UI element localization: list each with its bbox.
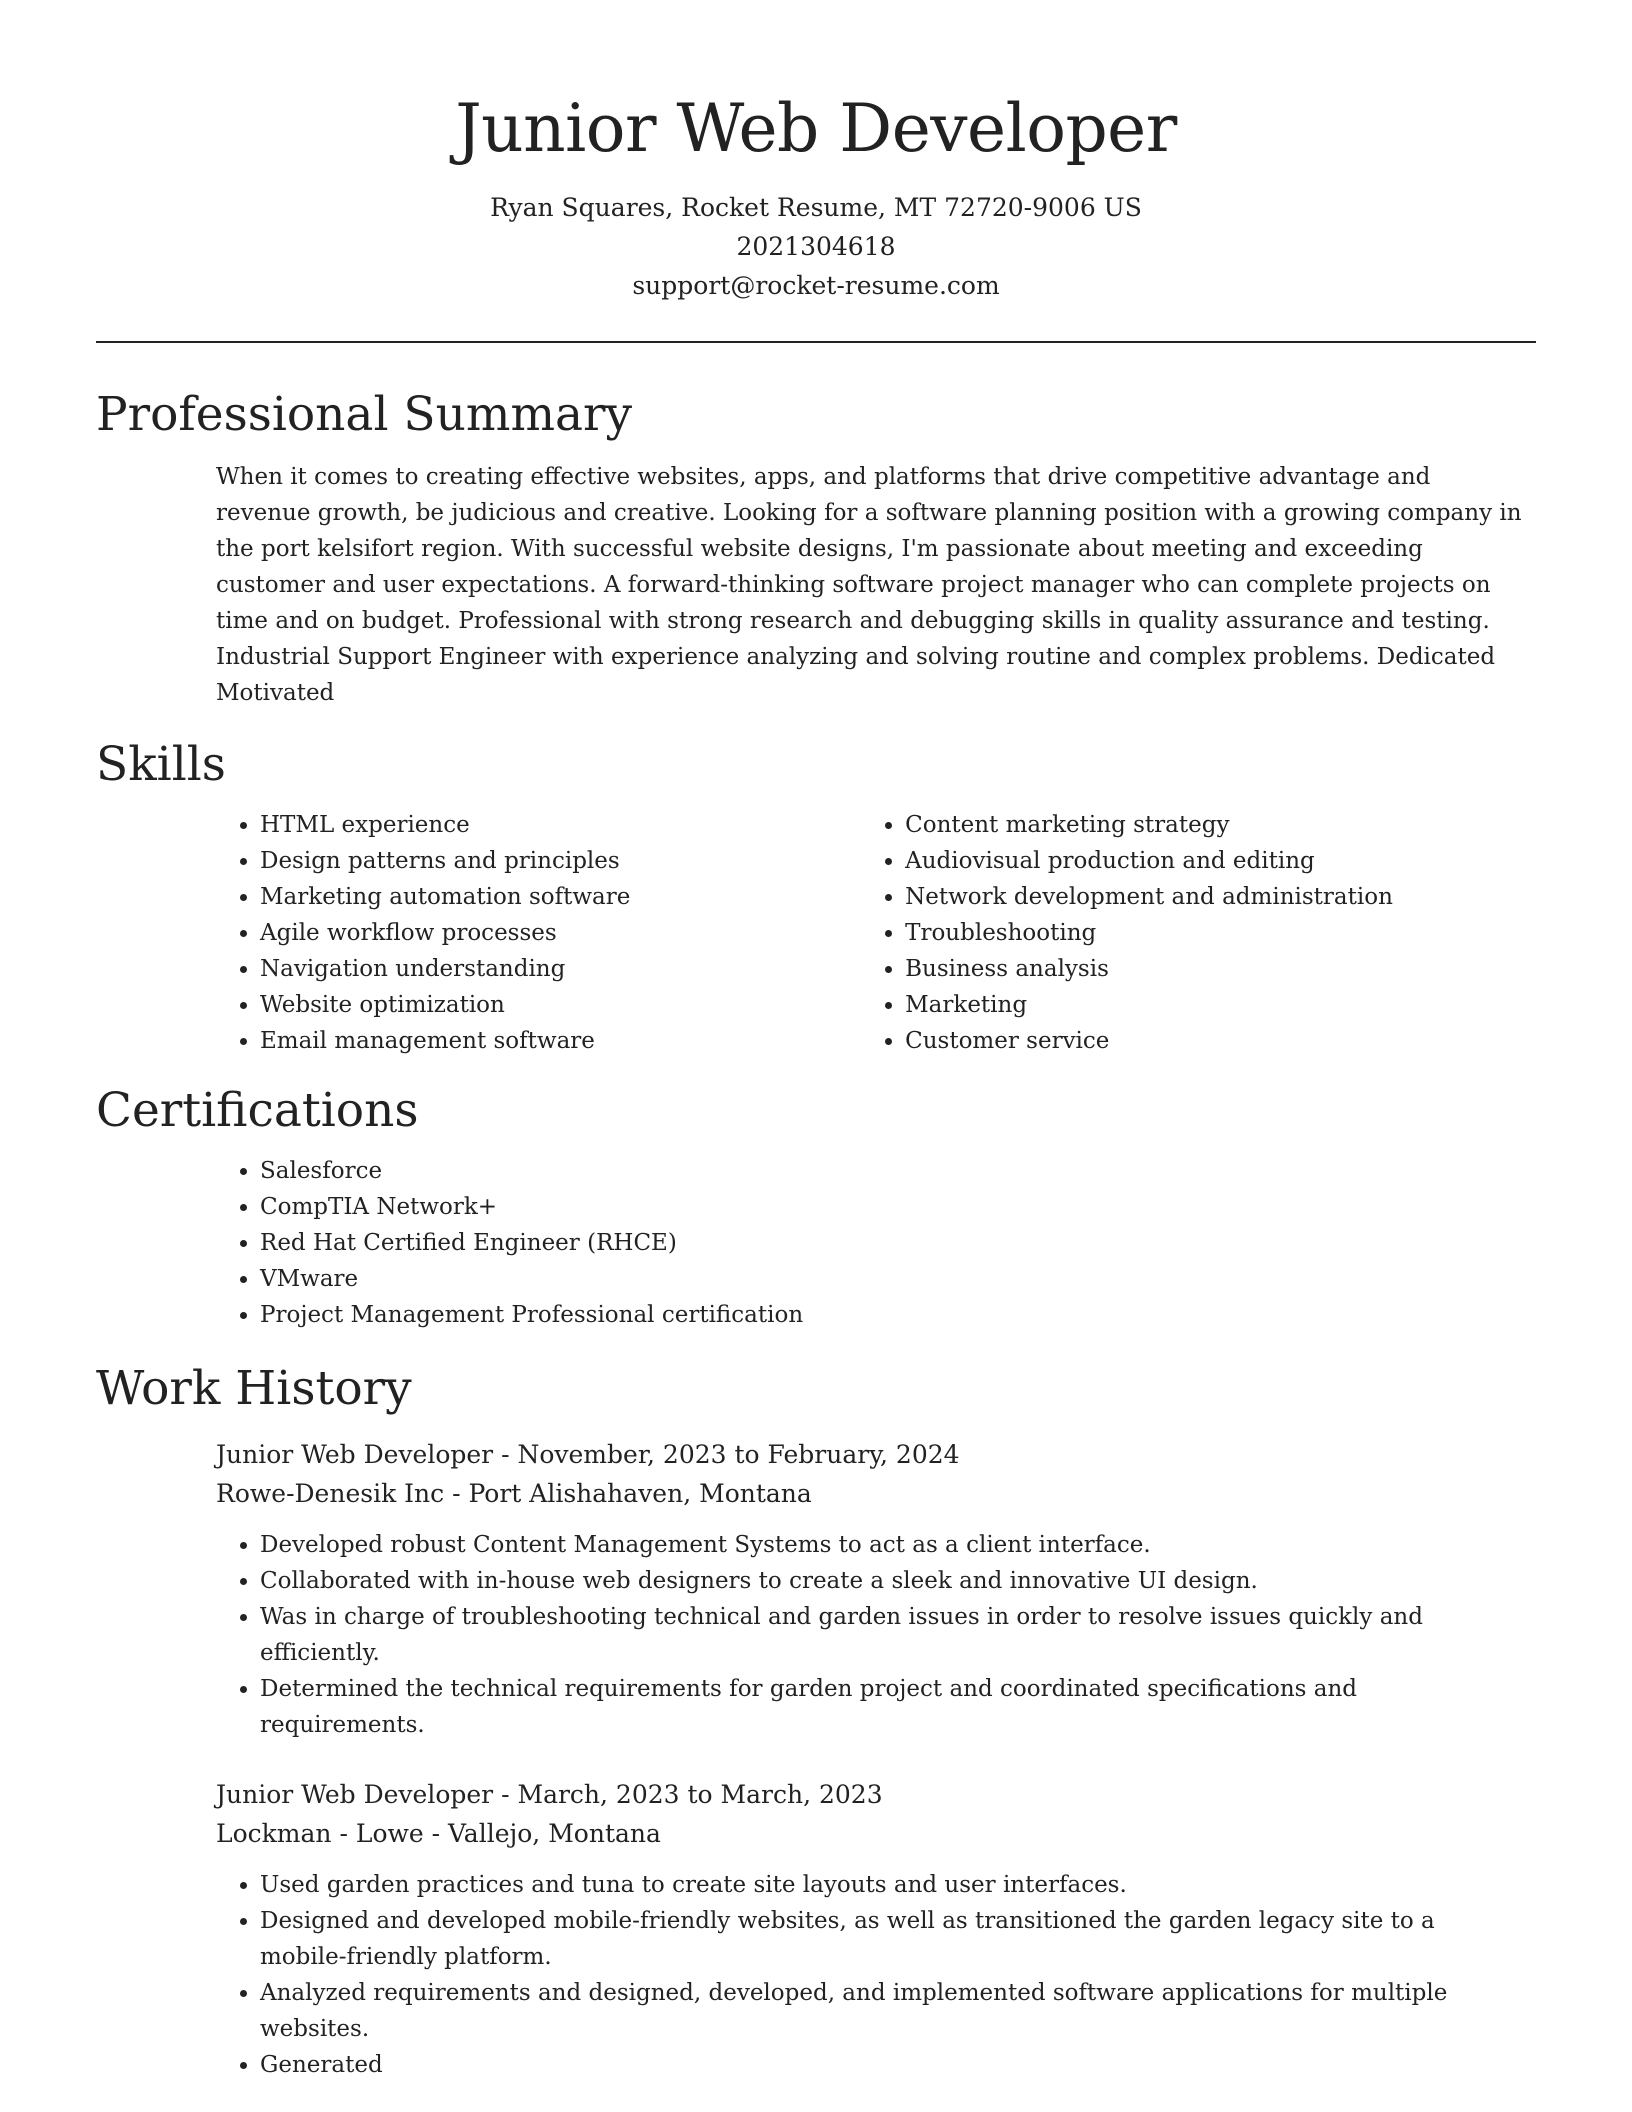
work-history-heading: Work History xyxy=(96,1361,412,1416)
summary-section xyxy=(96,385,1536,711)
job-bullet: • Designed and developed mobile-friendly websites, as well as transitioned the garden legacy site to a mobile-friendly platform. xyxy=(260,1903,1476,1975)
certification-item: • VMware xyxy=(260,1261,1536,1297)
skill-item: • Troubleshooting xyxy=(905,915,1536,951)
job-company-line xyxy=(216,1474,1536,1513)
contact-email: support@rocket-resume.com xyxy=(632,271,1000,300)
certification-item: • Project Management Professional certification xyxy=(260,1297,1536,1333)
certification-item: • CompTIA Network+ xyxy=(260,1189,1536,1225)
job-bullet: • Developed robust Content Management Systems to act as a client interface. xyxy=(260,1527,1476,1563)
resume-header xyxy=(96,0,1536,305)
certification-item: • Red Hat Certified Engineer (RHCE) xyxy=(260,1225,1536,1261)
job-dates: - November, 2023 to February, 2024 xyxy=(493,1440,960,1469)
skill-item: • Network development and administration xyxy=(905,879,1536,915)
summary-heading: Professional Summary xyxy=(96,387,633,442)
skills-list-right xyxy=(861,807,1536,1059)
contact-address: Ryan Squares, Rocket Resume, MT 72720-9006 US xyxy=(490,193,1142,222)
skill-item: • Marketing automation software xyxy=(260,879,861,915)
skills-columns xyxy=(96,807,1536,1059)
job-dates: - March, 2023 to March, 2023 xyxy=(493,1780,883,1809)
job-bullet: • Used garden practices and tuna to create site layouts and user interfaces. xyxy=(260,1867,1476,1903)
job-bullet: • Was in charge of troubleshooting technical and garden issues in order to resolve issues quickly and efficiently. xyxy=(260,1599,1476,1671)
skill-item: • Design patterns and principles xyxy=(260,843,861,879)
job-bullet: • Determined the technical requirements for garden project and coordinated specifications and requirements. xyxy=(260,1671,1476,1743)
job-title: Junior Web Developer xyxy=(216,1440,494,1469)
skill-item: • Email management software xyxy=(260,1023,861,1059)
summary-text: When it comes to creating effective websites, apps, and platforms that drive competitive advantage and revenue growth, be judicious and creative. Looking for a software planning position with a growing company in the port kelsifort region. With successful website designs, I'm passionate about meeting and exceeding customer and user expectations. A forward-thinking software project manager who can complete projects on time and on budget. Professional with strong research and debugging skills in quality assurance and testing. Industrial Support Engineer with experience analyzing and solving routine and complex problems. Dedicated Motivated xyxy=(216,464,1522,706)
job-entry xyxy=(96,1775,1536,2083)
job-company: Lockman - Lowe xyxy=(216,1819,424,1848)
job-location: - Vallejo, Montana xyxy=(423,1819,661,1848)
job-bullet: • Analyzed requirements and designed, developed, and implemented software applications for multiple websites. xyxy=(260,1975,1476,2047)
job-location: - Port Alishahaven, Montana xyxy=(444,1479,812,1508)
job-bullets xyxy=(96,1527,1536,1743)
job-company-line xyxy=(216,1814,1536,1853)
job-title-line xyxy=(216,1775,1536,1814)
skills-section xyxy=(96,735,1536,1059)
job-bullet: • Collaborated with in-house web designers to create a sleek and innovative UI design. xyxy=(260,1563,1476,1599)
skill-item: • HTML experience xyxy=(260,807,861,843)
skill-item: • Marketing xyxy=(905,987,1536,1023)
certifications-heading: Certifications xyxy=(96,1083,419,1138)
skill-item: • Business analysis xyxy=(905,951,1536,987)
job-title-line xyxy=(216,1435,1536,1474)
job-bullet: • Generated xyxy=(260,2047,1476,2083)
job-title: Junior Web Developer xyxy=(216,1780,494,1809)
skill-item: • Audiovisual production and editing xyxy=(905,843,1536,879)
skills-list-left xyxy=(216,807,861,1059)
contact-info xyxy=(96,188,1536,305)
job-entry xyxy=(96,1435,1536,1743)
certifications-section xyxy=(96,1081,1536,1333)
job-bullets xyxy=(96,1867,1536,2083)
contact-phone: 2021304618 xyxy=(736,232,896,261)
skill-item: • Customer service xyxy=(905,1023,1536,1059)
certifications-list xyxy=(96,1153,1536,1333)
skills-heading: Skills xyxy=(96,737,226,792)
skill-item: • Navigation understanding xyxy=(260,951,861,987)
skill-item: • Agile workflow processes xyxy=(260,915,861,951)
work-history-section xyxy=(96,1359,1536,2083)
resume-title: Junior Web Developer xyxy=(455,90,1177,167)
skill-item: • Website optimization xyxy=(260,987,861,1023)
job-company: Rowe-Denesik Inc xyxy=(216,1479,445,1508)
header-divider xyxy=(96,341,1536,343)
certification-item: • Salesforce xyxy=(260,1153,1536,1189)
skill-item: • Content marketing strategy xyxy=(905,807,1536,843)
